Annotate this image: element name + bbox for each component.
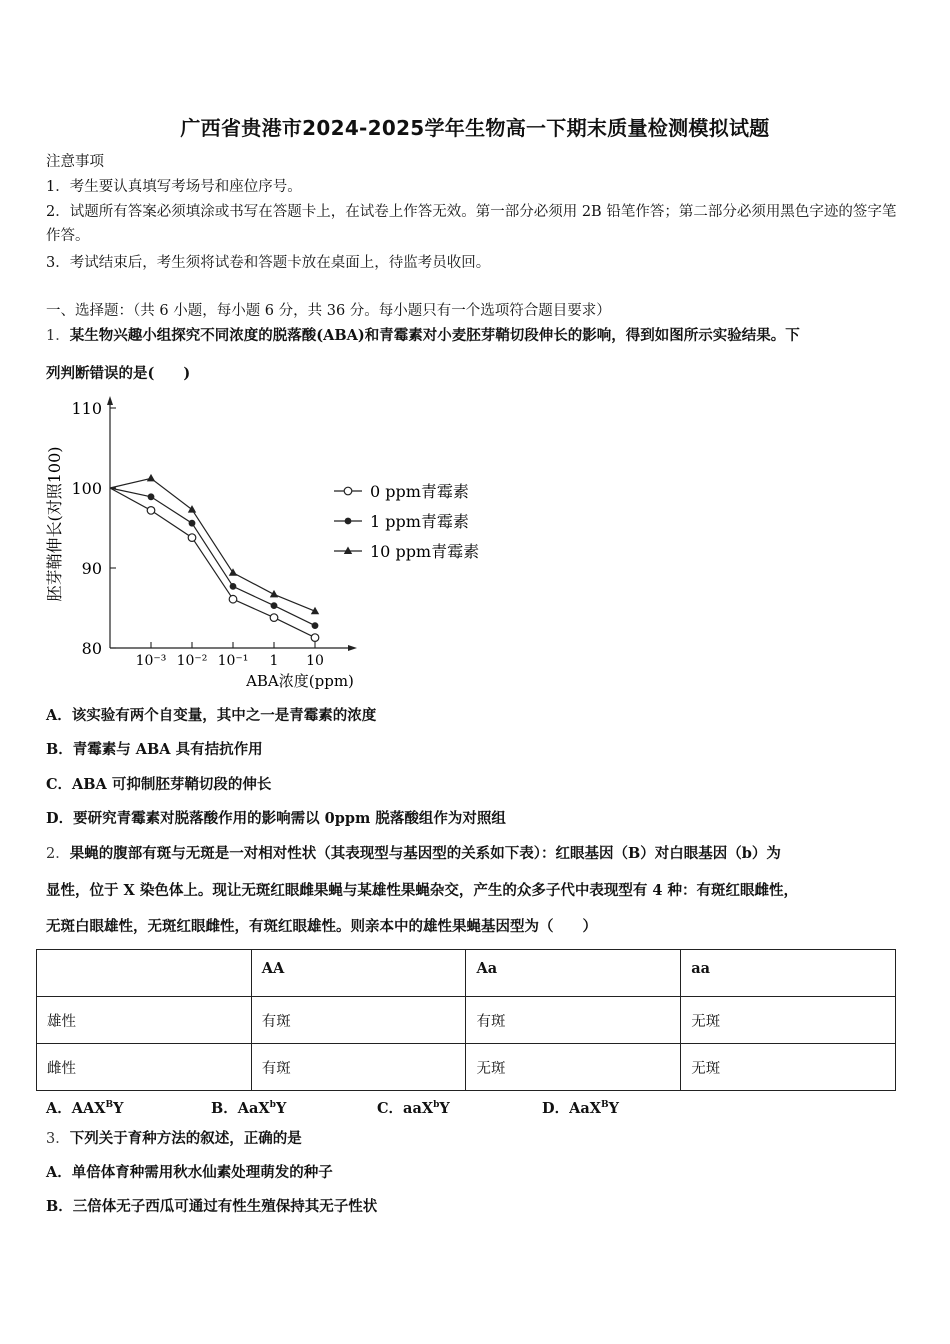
x-tick-label: 10⁻³ (135, 653, 167, 669)
q1-stem-line2: 列判断错误的是( ) (46, 365, 191, 382)
option-base: aaX (403, 1099, 434, 1117)
table-cell: 无斑 (466, 1044, 681, 1091)
data-point (229, 595, 237, 603)
option-sup: b (269, 1100, 276, 1110)
table-header-row (37, 950, 896, 997)
table-cell: 雌性 (37, 1044, 252, 1091)
x-axis-arrow (348, 645, 357, 651)
option-base: AAX (71, 1099, 106, 1117)
table-header-cell: aa (681, 950, 896, 997)
y-ticks (71, 399, 116, 658)
data-point (147, 474, 155, 482)
legend-label: 10 ppm青霉素 (370, 542, 480, 561)
option-label: A． (46, 1099, 72, 1117)
series-line (110, 488, 315, 626)
table-row (37, 997, 896, 1044)
q2-stem-line2: 显性，位于 X 染色体上。现让无斑红眼雌果蝇与某雄性果蝇杂交，产生的众多子代中表现型有 4 种：有斑红眼雌性， (46, 882, 799, 899)
q1-option-c: C．ABA 可抑制胚芽鞘切段的伸长 (46, 776, 272, 793)
data-point (147, 507, 155, 515)
notice-item-2: 2．试题所有答案必须填涂或书写在答题卡上，在试卷上作答无效。第一部分必须用 2B 铅笔作答；第二部分必须用黑色字迹的签字笔作答。 (46, 204, 897, 244)
y-axis-arrow (107, 396, 113, 405)
q1-stem-line1 (46, 324, 906, 348)
table-header-cell: Aa (466, 950, 681, 997)
legend-marker (344, 547, 352, 555)
option-tail: Y (275, 1099, 287, 1117)
data-point (229, 568, 237, 576)
data-point (312, 622, 319, 629)
legend (334, 482, 479, 561)
x-tick-label: 10 (306, 653, 324, 669)
q2-stem-line3: 无斑白眼雄性，无斑红眼雌性，有斑红眼雄性。则亲本中的雄性果蝇基因型为（ ） (46, 918, 597, 935)
aba-chart (40, 392, 520, 697)
table-cell: 无斑 (681, 997, 896, 1044)
legend-label: 1 ppm青霉素 (370, 512, 469, 531)
option-tail: Y (439, 1099, 450, 1117)
x-tick-label: 1 (269, 653, 279, 669)
option-base: AaX (237, 1099, 270, 1117)
q2-stem-line1 (46, 842, 906, 866)
q3-option-a: A．单倍体育种需用秋水仙素处理萌发的种子 (46, 1164, 333, 1181)
section-heading: 一、选择题：（共 6 小题，每小题 6 分，共 36 分。每小题只有一个选项符合题目要求） (46, 303, 611, 319)
notice-item-3: 3．考试结束后，考生须将试卷和答题卡放在桌面上，待监考员收回。 (46, 255, 491, 271)
data-point (270, 590, 278, 598)
q3-number: 3． (46, 1131, 70, 1147)
option-tail: Y (608, 1099, 619, 1117)
q3-option-b: B．三倍体无子西瓜可通过有性生殖保持其无子性状 (46, 1198, 378, 1215)
data-point (188, 534, 196, 542)
q1-stem-text: 某生物兴趣小组探究不同浓度的脱落酸(ABA)和青霉素对小麦胚芽鞘切段伸长的影响，得到如图所示实验结果。下 (69, 327, 800, 344)
q2-option-c (377, 1093, 450, 1121)
data-point (311, 634, 319, 642)
y-tick-label: 110 (71, 399, 102, 418)
option-sup: B (600, 1100, 609, 1110)
q1-option-b: B．青霉素与 ABA 具有拮抗作用 (46, 741, 263, 758)
q2-option-b (211, 1093, 286, 1121)
table-header-cell (37, 950, 252, 997)
table-cell: 雄性 (37, 997, 252, 1044)
series-line (110, 488, 315, 638)
table-row (37, 1044, 896, 1091)
notice-heading: 注意事项 (46, 154, 104, 170)
q1-option-d: D．要研究青霉素对脱落酸作用的影响需以 0ppm 脱落酸组作为对照组 (46, 810, 506, 827)
data-point (270, 614, 278, 622)
legend-marker (345, 518, 352, 525)
x-axis-label: ABA浓度(ppm) (246, 672, 354, 690)
page-title: 广西省贵港市2024-2025学年生物高一下期末质量检测模拟试题 (180, 116, 770, 140)
option-base: AaX (569, 1099, 601, 1117)
series-1 (110, 488, 318, 629)
q3-stem-text: 下列关于育种方法的叙述，正确的是 (69, 1130, 302, 1147)
series-0 (110, 488, 319, 641)
option-sup: B (105, 1100, 114, 1110)
x-tick-label: 10⁻² (176, 653, 208, 669)
q2-number: 2． (46, 846, 70, 862)
legend-marker (344, 487, 352, 495)
data-point (230, 583, 237, 590)
q2-option-d (542, 1093, 619, 1121)
data-point (188, 505, 196, 512)
option-label: C． (377, 1099, 404, 1117)
table-cell: 有斑 (466, 997, 681, 1044)
q2-stem-text: 果蝇的腹部有斑与无斑是一对相对性状（其表现型与基因型的关系如下表）：红眼基因（B）对白眼基因（b）为 (69, 845, 781, 862)
x-tick-label: 10⁻¹ (217, 653, 249, 669)
option-tail: Y (113, 1099, 124, 1117)
x-ticks (136, 642, 324, 669)
table-cell: 有斑 (251, 997, 466, 1044)
y-axis-label: 胚芽鞘伸长(对照100) (45, 446, 64, 602)
q1-number: 1． (46, 328, 70, 344)
q1-option-a: A．该实验有两个自变量，其中之一是青霉素的浓度 (46, 707, 377, 724)
genotype-table (36, 949, 896, 1091)
option-sup: b (433, 1100, 440, 1110)
q2-option-a (46, 1093, 124, 1121)
y-tick-label: 90 (81, 559, 102, 578)
table-cell: 有斑 (251, 1044, 466, 1091)
data-point (148, 493, 155, 500)
y-tick-label: 100 (71, 479, 102, 498)
option-label: B． (211, 1099, 238, 1117)
series-group (110, 474, 319, 642)
notice-item-1: 1．考生要认真填写考场号和座位序号。 (46, 179, 302, 195)
option-label: D． (542, 1099, 570, 1117)
series-line (110, 478, 315, 611)
legend-label: 0 ppm青霉素 (370, 482, 469, 501)
y-tick-label: 80 (81, 639, 102, 658)
data-point (271, 602, 278, 609)
table-header-cell: AA (251, 950, 466, 997)
q3-stem (46, 1127, 906, 1151)
data-point (189, 520, 196, 527)
table-cell: 无斑 (681, 1044, 896, 1091)
